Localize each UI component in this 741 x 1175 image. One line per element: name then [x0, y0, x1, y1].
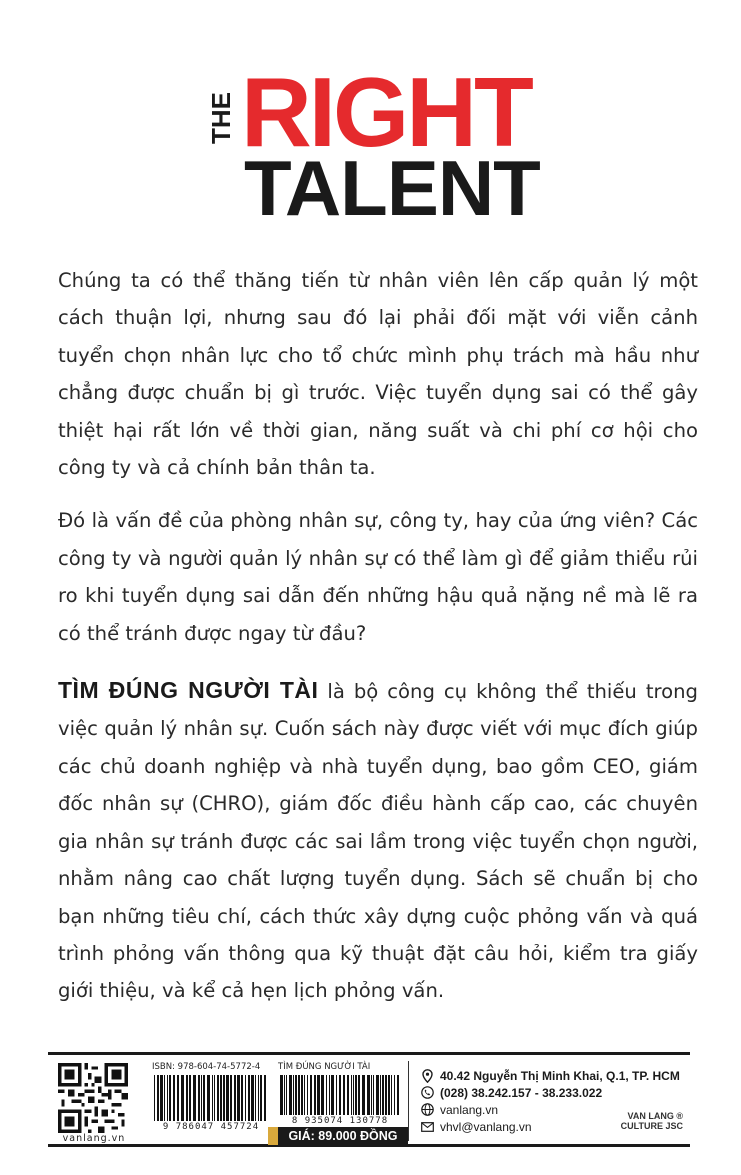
barcode-bar [251, 1075, 254, 1121]
barcode-bar [193, 1075, 196, 1121]
barcode-bar [371, 1075, 372, 1115]
barcode-bar [329, 1075, 330, 1115]
blurb [58, 262, 698, 1010]
barcode-title-label: TÌM ĐÚNG NGƯỜI TÀI [278, 1062, 371, 1072]
barcode-bar [160, 1075, 163, 1121]
barcode-bar [301, 1075, 303, 1115]
barcode-bar [237, 1075, 240, 1121]
product-barcode [278, 1075, 402, 1115]
barcode-bar [355, 1075, 357, 1115]
isbn-barcode [152, 1075, 270, 1121]
title-right: RIGHT [241, 57, 531, 167]
barcode-bar [280, 1075, 283, 1115]
barcode-bar [241, 1075, 243, 1121]
publisher-logo-line1: VAN LANG ® [627, 1111, 683, 1121]
barcode-bar [258, 1075, 259, 1121]
address-row [420, 1067, 680, 1084]
isbn-barcode-block [152, 1061, 270, 1143]
barcode-bar [343, 1075, 345, 1115]
footer-bar [48, 1052, 690, 1147]
barcode-bar [217, 1075, 219, 1121]
barcode-bar [397, 1075, 399, 1115]
title-the: THE [205, 92, 236, 144]
barcode-bar [289, 1075, 292, 1115]
barcode-bar [310, 1075, 312, 1115]
barcode-bar [260, 1075, 262, 1121]
barcode-bar [321, 1075, 324, 1115]
barcode-bar [351, 1075, 352, 1115]
barcode-bar [164, 1075, 165, 1121]
barcode-bar [380, 1075, 381, 1115]
blurb-paragraph-3-text: là bộ công cụ không thể thiếu trong việc quản lý nhân sự. Cuốn sách này được viết với mục đích giúp các chủ doanh nghiệp và nhà tuyển dụng, bao gồm CEO, giám đốc nhân sự (CHRO), giám đốc điều hành cấp cao, các chuyên gia nhân sự tránh được các sai lầm trong việc tuyển chọn người, nhằm nâng cao chất lượng tuyển dụng. Sách sẽ chuẩn bị cho bạn những tiêu chí, cách thức xây dựng cuộc phỏng vấn và quá trình phỏng vấn thông qua kỹ thuật đặt câu hỏi, kiểm tra giấy giới thiệu, và kể cả hẹn lịch phỏng vấn. [58, 680, 698, 1003]
barcode-bar [347, 1075, 349, 1115]
barcode-bar [248, 1075, 250, 1121]
barcode-bar [336, 1075, 337, 1115]
barcode-bar [169, 1075, 171, 1121]
barcode-bar [298, 1075, 300, 1115]
title-talent: TALENT [244, 144, 540, 232]
barcode-bar [385, 1075, 387, 1115]
publisher-logo [613, 1111, 683, 1131]
phone-row [420, 1084, 680, 1101]
barcode-bar [358, 1075, 360, 1115]
isbn-barcode-digits: 9 786047 457724 [162, 1122, 260, 1132]
barcode-bar [293, 1075, 294, 1115]
barcode-bar [230, 1075, 232, 1121]
phone-icon [420, 1086, 434, 1100]
footer-divider [408, 1061, 409, 1141]
barcode-bar [255, 1075, 256, 1121]
barcode-bar [339, 1075, 341, 1115]
barcode-bar [307, 1075, 308, 1115]
vietnamese-title-lead: TÌM ĐÚNG NGƯỜI TÀI [58, 677, 319, 704]
barcode-bar [362, 1075, 365, 1115]
product-barcode-digits: 8 935074 130778 [291, 1116, 389, 1126]
phone-text: (028) 38.242.157 - 38.233.022 [440, 1085, 603, 1100]
barcode-bar [284, 1075, 285, 1115]
barcode-bar [245, 1075, 246, 1121]
barcode-bar [373, 1075, 374, 1115]
barcode-bar [286, 1075, 287, 1115]
barcode-bar [223, 1075, 225, 1121]
barcode-bar [220, 1075, 222, 1121]
barcode-bar [167, 1075, 168, 1121]
barcode-bar [264, 1075, 266, 1121]
website-link[interactable]: vanlang.vn [440, 1102, 499, 1117]
barcode-bar [201, 1075, 202, 1121]
barcode-bar [198, 1075, 200, 1121]
barcode-bar [214, 1075, 215, 1121]
barcode-bar [367, 1075, 370, 1115]
address-text: 40.42 Nguyễn Thị Minh Khai, Q.1, TP. HCM [440, 1068, 680, 1083]
barcode-bar [295, 1075, 297, 1115]
barcode-bar [314, 1075, 316, 1115]
location-pin-icon [420, 1069, 434, 1083]
barcode-bar [212, 1075, 213, 1121]
barcode-bar [207, 1075, 210, 1121]
barcode-bar [388, 1075, 390, 1115]
mail-icon [420, 1120, 434, 1134]
barcode-bar [234, 1075, 236, 1121]
barcode-bar [154, 1075, 155, 1121]
blurb-paragraph-1: Chúng ta có thể thăng tiến từ nhân viên lên cấp quản lý một cách thuận lợi, nhưng sau đó lại phải đối mặt với viễn cảnh tuyển chọn nhân lực cho tổ chức mình phụ trách mà hầu như chẳng được chuẩn bị gì trước. Việc tuyển dụng sai có thể gây thiệt hại rất lớn về thời gian, năng suất và chi phí cơ hội cho công ty và cả chính bản thân ta. [58, 269, 698, 480]
blurb-paragraph-2: Đó là vấn đề của phòng nhân sự, công ty, hay của ứng viên? Các công ty và người quản lý nhân sự có thể làm gì để giảm thiểu rủi ro khi tuyển dụng sai dẫn đến những hậu quả nặng nề mà lẽ ra có thể tránh được ngay từ đầu? [58, 509, 698, 645]
barcode-bar [157, 1075, 159, 1121]
barcode-bar [353, 1075, 354, 1115]
barcode-bar [177, 1075, 179, 1121]
barcode-bar [304, 1075, 305, 1115]
barcode-bar [382, 1075, 384, 1115]
title-block [0, 0, 741, 240]
email-link[interactable]: vhvl@vanlang.vn [440, 1119, 532, 1134]
isbn-label: ISBN: 978-604-74-5772-4 [152, 1062, 261, 1072]
barcode-bar [394, 1075, 395, 1115]
barcode-bar [189, 1075, 191, 1121]
barcode-bar [331, 1075, 334, 1115]
price-label: GIÁ: 89.000 ĐỒNG [278, 1127, 408, 1145]
barcode-bar [173, 1075, 175, 1121]
barcode-bar [186, 1075, 188, 1121]
qr-code-icon [58, 1063, 128, 1133]
barcode-bar [326, 1075, 327, 1115]
globe-icon [420, 1103, 434, 1117]
qr-caption: vanlang.vn [62, 1133, 126, 1144]
publisher-logo-line2: CULTURE JSC [620, 1121, 683, 1131]
barcode-bar [181, 1075, 184, 1121]
barcode-bar [203, 1075, 205, 1121]
barcode-bar [391, 1075, 392, 1115]
barcode-bar [226, 1075, 229, 1121]
barcode-bar [317, 1075, 320, 1115]
blurb-paragraph-3 [58, 672, 698, 1010]
barcode-bar [376, 1075, 379, 1115]
